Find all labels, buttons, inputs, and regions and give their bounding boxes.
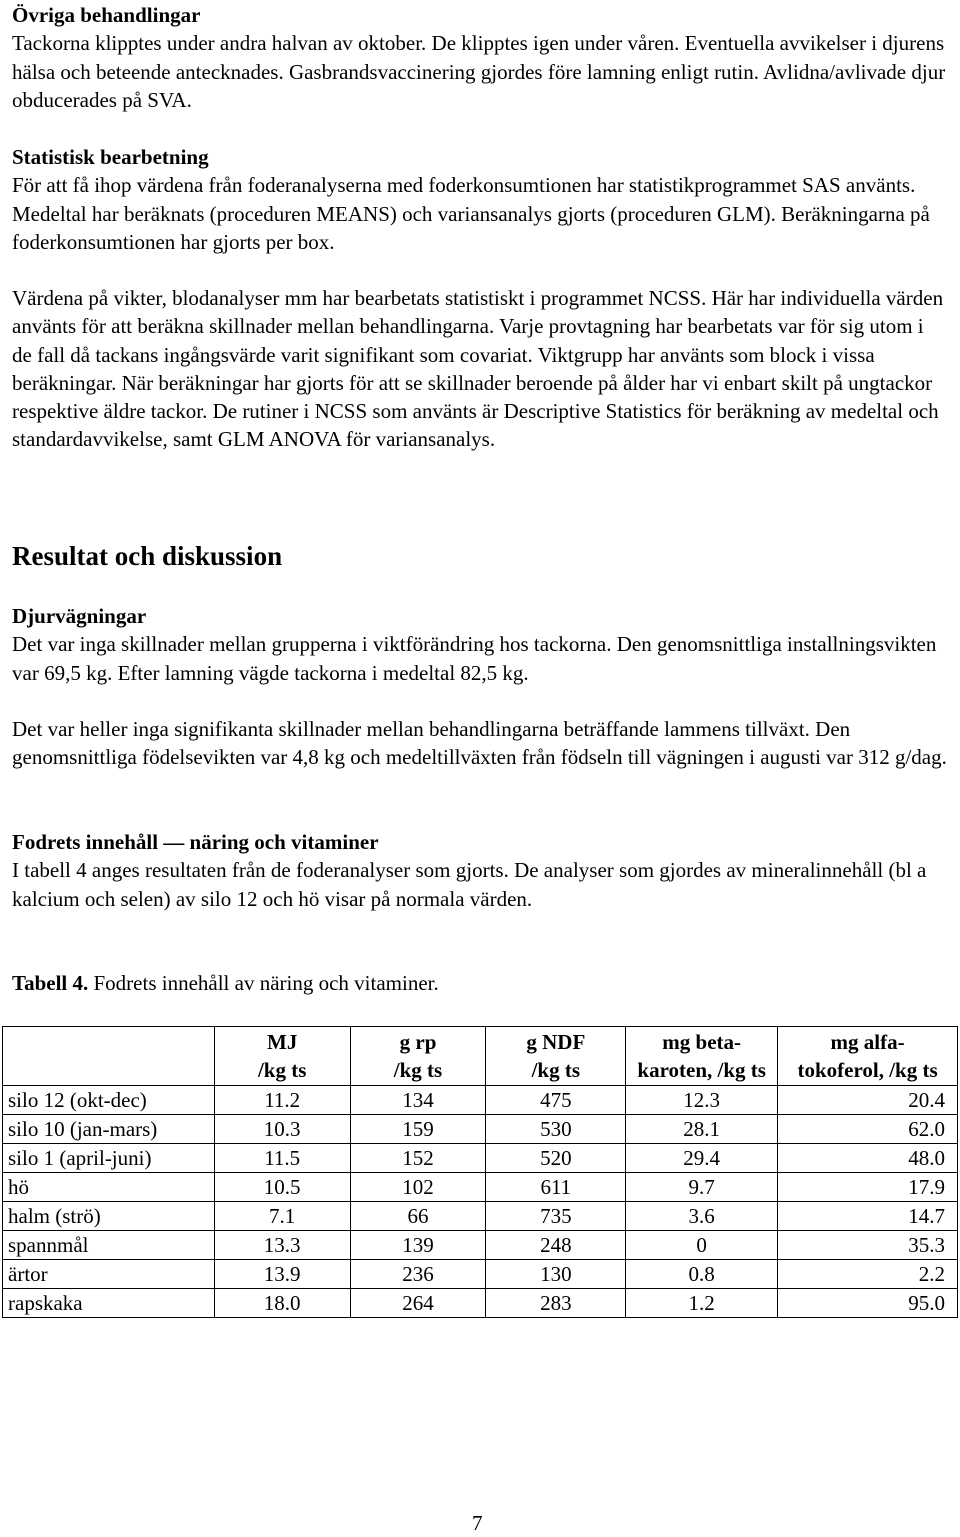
- cell-g-rp: 134: [350, 1086, 486, 1115]
- header-cell-g-rp: g rp /kg ts: [350, 1027, 486, 1086]
- cell-g-ndf: 611: [486, 1173, 626, 1202]
- cell-mj: 11.2: [214, 1086, 350, 1115]
- cell-mj: 18.0: [214, 1289, 350, 1318]
- cell-betakaroten: 9.7: [626, 1173, 778, 1202]
- cell-alfatokoferol: 48.0: [778, 1144, 958, 1173]
- table-row: [3, 1202, 958, 1231]
- section-ovriga-behandlingar: [12, 1, 948, 114]
- header-cell-alfatokoferol: mg alfa- tokoferol, /kg ts: [778, 1027, 958, 1086]
- header-cell-betakaroten: mg beta- karoten, /kg ts: [626, 1027, 778, 1086]
- section-fodrets-innehall: [12, 828, 948, 913]
- header-cell-label: [3, 1027, 215, 1086]
- row-label: hö: [3, 1173, 215, 1202]
- row-label: ärtor: [3, 1260, 215, 1289]
- cell-g-ndf: 248: [486, 1231, 626, 1260]
- results-heading: Resultat och diskussion: [12, 541, 283, 571]
- cell-mj: 13.3: [214, 1231, 350, 1260]
- table-row: [3, 1115, 958, 1144]
- cell-g-ndf: 520: [486, 1144, 626, 1173]
- cell-g-rp: 236: [350, 1260, 486, 1289]
- paragraph-ncss: Värdena på vikter, blodanalyser mm har bearbetats statistiskt i programmet NCSS. Här har individuella värden använts för att beräkna skillnader mellan behandlingarna. Varje provtagning har bearbetats var för sig utom i de fall då tackans ingångsvärde varit signifikant som covariat. Viktgrupp har använts som block i vissa beräkningar. När beräkningar har gjorts för att se skillnader beroende på ålder har vi enbart skilt på ungtackor respektive äldre tackor. De rutiner i NCSS som använts är Descriptive Statistics för beräkning av medeltal och standardavvikelse, samt GLM ANOVA för variansanalys.: [12, 286, 944, 452]
- cell-betakaroten: 3.6: [626, 1202, 778, 1231]
- paragraph: Det var inga skillnader mellan grupperna i viktförändring hos tackorna. Den genomsnittliga installningsvikten var 69,5 kg. Efter lamning vägde tackorna i medeltal 82,5 kg.: [12, 632, 937, 685]
- row-label: silo 1 (april-juni): [3, 1144, 215, 1173]
- cell-g-rp: 66: [350, 1202, 486, 1231]
- paragraph: I tabell 4 anges resultaten från de foderanalyser som gjorts. De analyser som gjordes av mineralinnehåll (bl a kalcium och selen) av silo 12 och hö visar på normala värden.: [12, 858, 927, 911]
- cell-g-ndf: 530: [486, 1115, 626, 1144]
- cell-g-ndf: 283: [486, 1289, 626, 1318]
- header-cell-g-ndf: g NDF /kg ts: [486, 1027, 626, 1086]
- cell-betakaroten: 0.8: [626, 1260, 778, 1289]
- cell-alfatokoferol: 2.2: [778, 1260, 958, 1289]
- cell-mj: 7.1: [214, 1202, 350, 1231]
- cell-g-ndf: 735: [486, 1202, 626, 1231]
- cell-mj: 10.3: [214, 1115, 350, 1144]
- section-heading: Fodrets innehåll — näring och vitaminer: [12, 830, 379, 854]
- cell-betakaroten: 28.1: [626, 1115, 778, 1144]
- section-heading: Statistisk bearbetning: [12, 145, 209, 169]
- cell-mj: 10.5: [214, 1173, 350, 1202]
- cell-g-ndf: 475: [486, 1086, 626, 1115]
- row-label: spannmål: [3, 1231, 215, 1260]
- cell-g-rp: 139: [350, 1231, 486, 1260]
- row-label: rapskaka: [3, 1289, 215, 1318]
- table-caption-label: Tabell 4.: [12, 971, 89, 995]
- cell-g-rp: 102: [350, 1173, 486, 1202]
- cell-g-rp: 264: [350, 1289, 486, 1318]
- header-cell-mj: MJ /kg ts: [214, 1027, 350, 1086]
- row-label: silo 10 (jan-mars): [3, 1115, 215, 1144]
- section-statistisk-bearbetning: [12, 143, 948, 256]
- paragraph-lamm: Det var heller inga signifikanta skillnader mellan behandlingarna beträffande lammens tillväxt. Den genomsnittliga födelsevikten var 4,8 kg och medeltillväxten från födseln till vägningen i augusti var 312 g/dag.: [12, 717, 947, 770]
- cell-alfatokoferol: 62.0: [778, 1115, 958, 1144]
- cell-alfatokoferol: 20.4: [778, 1086, 958, 1115]
- paragraph: Tackorna klipptes under andra halvan av oktober. De klipptes igen under våren. Eventuella avvikelser i djurens hälsa och beteende antecknades. Gasbrandsvaccinering gjordes före lamning enligt rutin. Avlidna/avlivade djur obducerades på SVA.: [12, 31, 946, 112]
- cell-alfatokoferol: 95.0: [778, 1289, 958, 1318]
- cell-alfatokoferol: 14.7: [778, 1202, 958, 1231]
- section-heading: Djurvägningar: [12, 604, 147, 628]
- table-row: [3, 1144, 958, 1173]
- cell-betakaroten: 12.3: [626, 1086, 778, 1115]
- table-caption: [12, 969, 439, 997]
- table-row: [3, 1289, 958, 1318]
- row-label: halm (strö): [3, 1202, 215, 1231]
- cell-betakaroten: 29.4: [626, 1144, 778, 1173]
- cell-mj: 13.9: [214, 1260, 350, 1289]
- table-header-row: [3, 1027, 958, 1086]
- page-number: 7: [472, 1511, 483, 1535]
- cell-g-rp: 152: [350, 1144, 486, 1173]
- cell-betakaroten: 0: [626, 1231, 778, 1260]
- cell-g-ndf: 130: [486, 1260, 626, 1289]
- section-heading: Övriga behandlingar: [12, 3, 201, 27]
- table-caption-text: Fodrets innehåll av näring och vitaminer.: [93, 971, 439, 995]
- section-djurvagningar: [12, 602, 948, 687]
- cell-mj: 11.5: [214, 1144, 350, 1173]
- table-row: [3, 1260, 958, 1289]
- table-row: [3, 1173, 958, 1202]
- cell-alfatokoferol: 35.3: [778, 1231, 958, 1260]
- cell-g-rp: 159: [350, 1115, 486, 1144]
- cell-alfatokoferol: 17.9: [778, 1173, 958, 1202]
- nutrition-table: [2, 1026, 958, 1318]
- table-row: [3, 1231, 958, 1260]
- cell-betakaroten: 1.2: [626, 1289, 778, 1318]
- table-row: [3, 1086, 958, 1115]
- paragraph: För att få ihop värdena från foderanalyserna med foderkonsumtionen har statistikprogrammet SAS använts. Medeltal har beräknats (proceduren MEANS) och variansanalys gjorts (proceduren GLM). Beräkningarna på foderkonsumtionen har gjorts per box.: [12, 173, 930, 254]
- row-label: silo 12 (okt-dec): [3, 1086, 215, 1115]
